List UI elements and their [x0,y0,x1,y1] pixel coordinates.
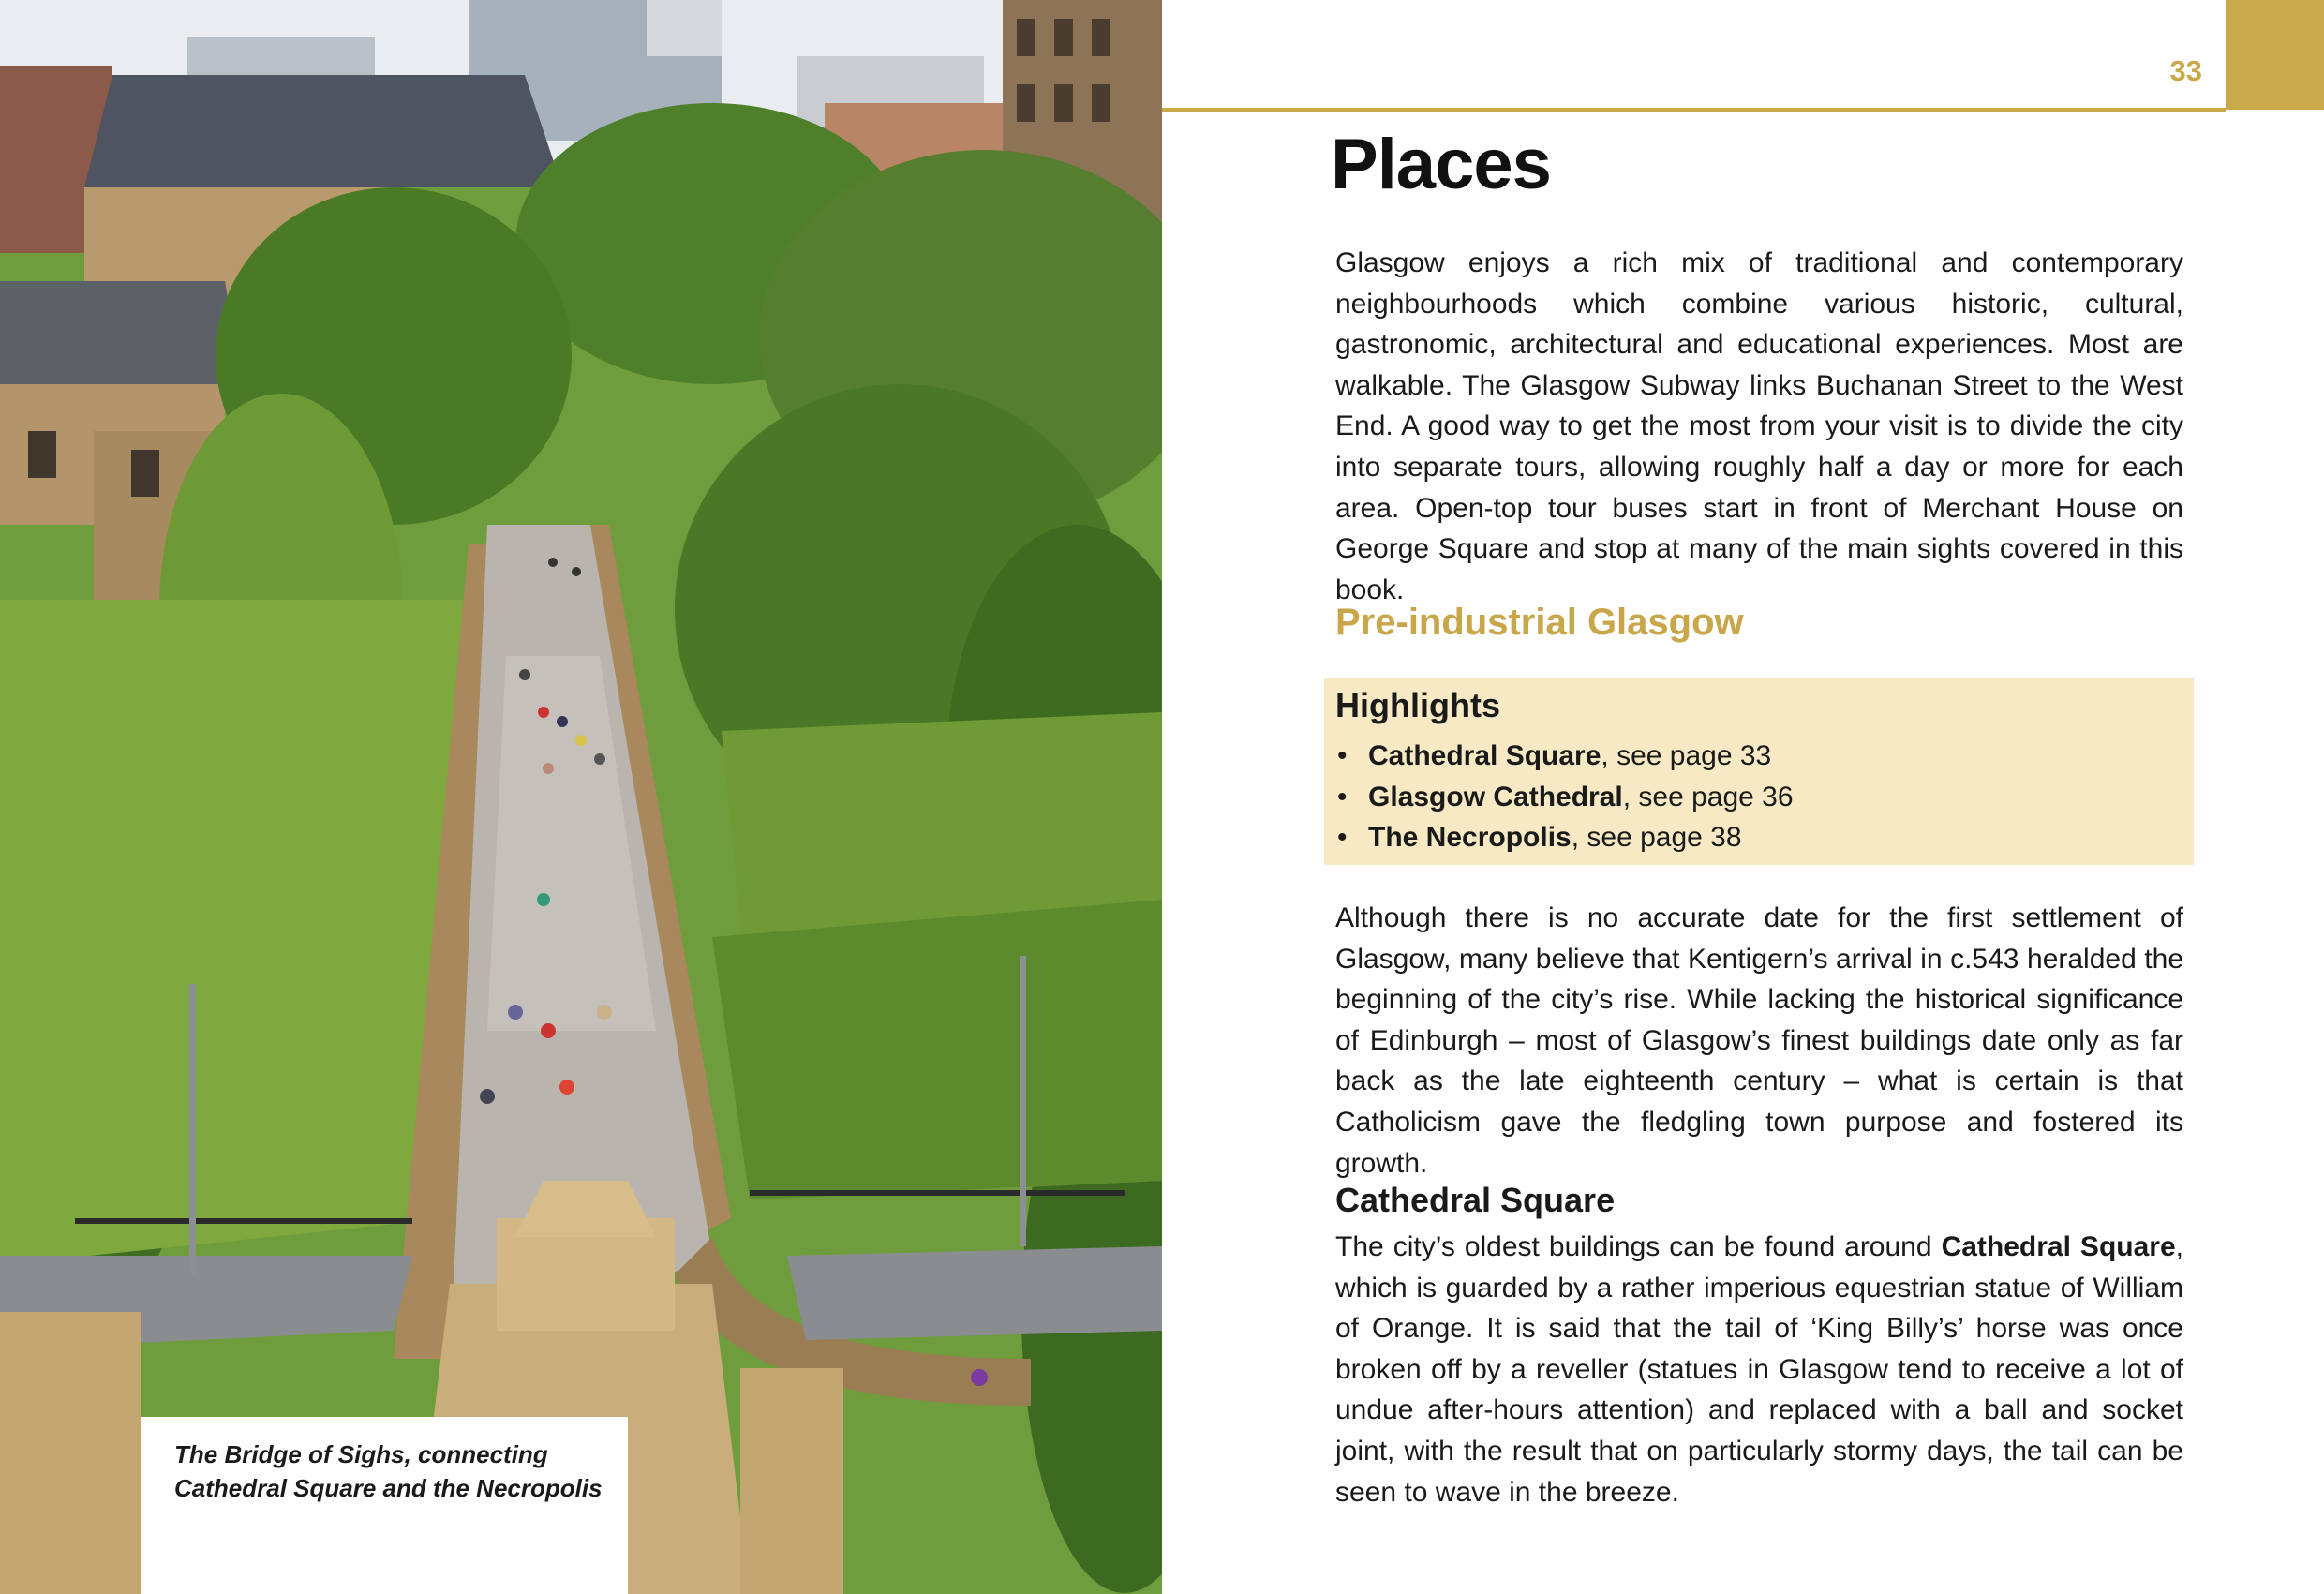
page-tab [2226,0,2324,110]
page-number: 33 [2169,54,2202,87]
text-run: , which is guarded by a rather imperious equestrian statue of William of Orange. It is said that the tail of ‘King Billy’s’ horse was once broken off by a reveller (statues in Glasgow tend to receive a lot of undue after-hours attention) and replaced with a ball and socket joint, with the result that on particularly stormy days, the tail can be seen to wave in the breeze. [1335,1231,2183,1508]
highlight-ref: , see page 36 [1622,781,1794,812]
highlight-ref: , see page 38 [1571,822,1742,854]
list-item [1335,736,1794,777]
list-item [1335,817,1794,858]
section-title: Pre-industrial Glasgow [1335,602,1744,643]
highlight-name: The Necropolis [1368,822,1572,854]
highlight-ref: , see page 33 [1601,740,1772,771]
highlights-list [1335,736,1794,858]
page-title: Places [1331,125,1551,204]
highlights-box [1324,678,2194,865]
highlight-name: Cathedral Square [1368,740,1601,771]
text-run: The city’s oldest buildings can be found around [1335,1231,1942,1262]
history-paragraph: Although there is no accurate date for the first settlement of Glasgow, many believe that Kentigern’s arrival in c.543 heralded the beginning of the city’s rise. While lacking the historical significance of Edinburgh – most of Glasgow’s finest buildings date only as far back as the late eighteenth century – what is certain is that Catholicism gave the fledgling town purpose and fostered its growth. [1335,902,2183,1179]
list-item [1335,777,1794,818]
highlight-name: Glasgow Cathedral [1368,781,1623,812]
highlights-title: Highlights [1335,686,1500,724]
caption-box [141,1417,628,1594]
header-rule [1162,108,2226,112]
text-run-bold: Cathedral Square [1941,1231,2176,1262]
photo-caption: The Bridge of Sighs, connecting Cathedral Square and the Necropolis [174,1440,603,1502]
cathedral-square-paragraph [1335,1227,2183,1512]
subsection-title: Cathedral Square [1335,1181,1616,1219]
intro-paragraph: Glasgow enjoys a rich mix of traditional and contemporary neighbourhoods which combine various historic, cultural, gastronomic, architectural and educational experiences. Most are walkable. The Glasgow Subway links Buchanan Street to the West End. A good way to get the most from your visit is to divide the city into separate tours, allowing roughly half a day or more for each area. Open-top tour buses start in front of Merchant House on George Square and stop at many of the main sights covered in this book. [1335,247,2183,605]
